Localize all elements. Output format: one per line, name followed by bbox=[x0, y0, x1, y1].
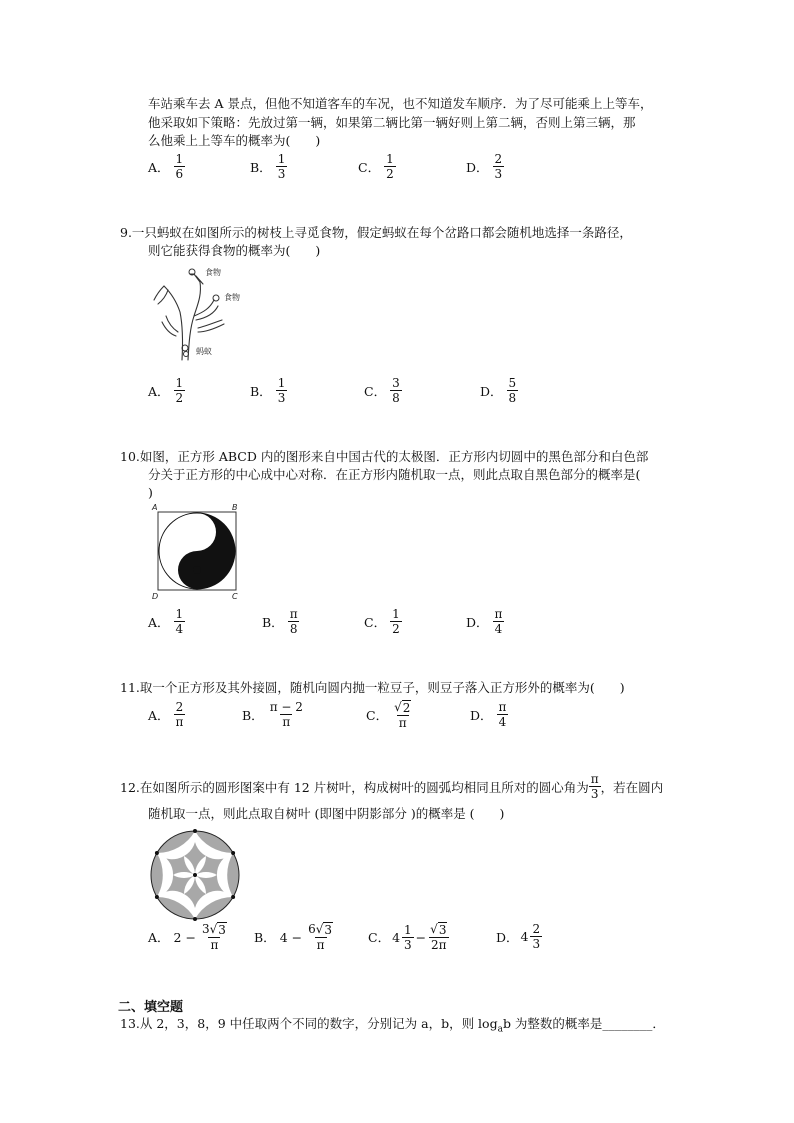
numerator: 2 bbox=[175, 700, 184, 714]
option-label: D． bbox=[496, 929, 519, 945]
fraction bbox=[402, 923, 414, 952]
fraction bbox=[384, 152, 396, 181]
fraction bbox=[200, 922, 229, 952]
taiji-figure bbox=[150, 502, 244, 600]
q11-option-d bbox=[470, 700, 508, 729]
denominator: π bbox=[210, 938, 219, 952]
q9-option-b bbox=[250, 376, 287, 405]
numerator: 1 bbox=[392, 607, 400, 621]
q12-text-b: ，若在圆内 bbox=[600, 779, 664, 795]
numerator: 2 bbox=[494, 152, 503, 166]
denominator: 8 bbox=[508, 391, 517, 405]
boundary-dot bbox=[155, 895, 159, 899]
denominator: 4 bbox=[175, 622, 184, 636]
q12-option-c bbox=[368, 922, 449, 952]
q10-option-b bbox=[262, 607, 300, 636]
q12-option-a bbox=[148, 922, 229, 952]
option-label: C． bbox=[364, 614, 387, 630]
numerator: π bbox=[289, 607, 298, 621]
q13-text-a: 13.从 2，3，8，9 中任取两个不同的数字，分别记为 a，b，则 log bbox=[120, 1016, 498, 1031]
fraction bbox=[530, 922, 542, 951]
denominator: 4 bbox=[498, 715, 507, 729]
fraction bbox=[276, 376, 288, 405]
option-label: D． bbox=[470, 707, 493, 723]
denominator: 3 bbox=[277, 167, 286, 181]
fraction bbox=[174, 152, 186, 181]
q8-option-c bbox=[358, 152, 396, 181]
q9-option-d bbox=[480, 376, 518, 405]
q8-line-2: 他采取如下策略：先放过第一辆，如果第二辆比第一辆好则上第二辆，否则上第三辆，那 bbox=[148, 115, 636, 130]
denominator: 6 bbox=[175, 167, 184, 181]
food-icon bbox=[213, 295, 219, 301]
vertex-a: A bbox=[152, 503, 158, 512]
boundary-dot bbox=[231, 851, 235, 855]
q11-line-1: 11.取一个正方形及其外接圆，随机向圆内抛一粒豆子，则豆子落入正方形外的概率为( ) bbox=[120, 680, 625, 695]
denominator: 8 bbox=[392, 391, 400, 405]
radicand: 2 bbox=[402, 701, 411, 715]
vertex-c: C bbox=[232, 592, 238, 600]
radicand: 3 bbox=[438, 923, 447, 937]
coefficient: 3 bbox=[201, 922, 210, 936]
q12-line-2: 随机取一点，则此点取自树叶 (即图中阴影部分 )的概率是 ( ) bbox=[148, 806, 505, 821]
option-label: A． bbox=[148, 930, 170, 945]
numerator: π − 2 bbox=[269, 700, 303, 714]
fraction bbox=[174, 607, 186, 636]
option-label: D． bbox=[480, 383, 503, 399]
fraction bbox=[390, 376, 402, 405]
numerator: 1 bbox=[175, 152, 184, 166]
option-label: D． bbox=[466, 159, 489, 175]
option-label: A． bbox=[148, 383, 170, 399]
boundary-dot bbox=[193, 829, 197, 833]
q10-option-d bbox=[466, 607, 504, 636]
radicand: 3 bbox=[218, 923, 226, 937]
ant-tree-figure bbox=[150, 262, 260, 366]
denominator: π bbox=[282, 715, 291, 729]
numerator: π bbox=[498, 700, 507, 714]
q9-option-c bbox=[364, 376, 402, 405]
option-label: A． bbox=[148, 707, 170, 723]
option-prefix: 4 − bbox=[279, 929, 303, 945]
food-label-2: 食物 bbox=[224, 293, 240, 302]
q11-option-c bbox=[366, 700, 413, 730]
fraction bbox=[390, 607, 402, 636]
denominator: π bbox=[398, 716, 407, 730]
option-label: C． bbox=[366, 708, 389, 723]
fraction bbox=[507, 376, 519, 405]
option-label: C． bbox=[368, 930, 391, 945]
fraction bbox=[268, 700, 305, 729]
q12-line-1 bbox=[120, 772, 663, 801]
ant-label: 蚂蚁 bbox=[196, 347, 212, 356]
q10-line-3: ) bbox=[148, 485, 153, 500]
fraction bbox=[276, 152, 288, 181]
fraction bbox=[174, 376, 186, 405]
q12-option-d bbox=[496, 922, 542, 951]
fraction bbox=[174, 700, 186, 729]
numerator bbox=[392, 700, 413, 715]
boundary-dot bbox=[231, 895, 235, 899]
fraction bbox=[306, 922, 335, 952]
section-title: 二、填空题 bbox=[118, 1000, 184, 1015]
taiji-white-dot bbox=[193, 528, 201, 536]
fraction bbox=[493, 152, 505, 181]
minus-sign: − bbox=[415, 929, 427, 945]
q8-option-b bbox=[250, 152, 287, 181]
denominator: 2 bbox=[386, 167, 394, 181]
branch-main-left bbox=[164, 286, 183, 360]
numerator: 2 bbox=[532, 922, 541, 936]
numerator: 1 bbox=[404, 922, 412, 937]
numerator: 1 bbox=[277, 152, 286, 166]
q10-option-c bbox=[364, 607, 402, 636]
fraction bbox=[497, 700, 509, 729]
angle-fraction bbox=[589, 772, 601, 801]
q10-line-2: 分关于正方形的中心成中心对称．在正方形内随机取一点，则此点取自黑色部分的概率是( bbox=[148, 467, 641, 482]
denominator: 2 bbox=[392, 622, 400, 636]
numerator: 3 bbox=[392, 376, 400, 390]
sqrt: √ 3 bbox=[430, 922, 447, 937]
numerator bbox=[200, 922, 229, 937]
denominator: 8 bbox=[289, 622, 298, 636]
numerator: 1 bbox=[277, 376, 286, 390]
q11-option-b bbox=[242, 700, 305, 729]
food-label-1: 食物 bbox=[205, 268, 221, 277]
sqrt: √ 3 bbox=[209, 922, 226, 937]
option-label: B． bbox=[242, 707, 264, 723]
option-label: C． bbox=[358, 159, 381, 175]
q8-option-a bbox=[148, 152, 185, 181]
q9-option-a bbox=[148, 376, 185, 405]
fraction bbox=[493, 607, 505, 636]
boundary-dot bbox=[193, 917, 197, 921]
taiji-black-dot bbox=[193, 566, 201, 574]
sqrt: √ 3 bbox=[315, 922, 333, 937]
q8-line-3: 么他乘上上等车的概率为( ) bbox=[148, 133, 321, 148]
option-label: B． bbox=[250, 383, 272, 399]
numerator bbox=[428, 922, 449, 937]
q12-option-b bbox=[254, 922, 335, 952]
q8-option-d bbox=[466, 152, 504, 181]
numerator bbox=[306, 922, 335, 937]
boundary-dot bbox=[155, 851, 159, 855]
log-base: a bbox=[497, 1024, 503, 1035]
branch-left-stub bbox=[154, 286, 164, 300]
denominator: 3 bbox=[532, 937, 541, 951]
denominator: 3 bbox=[494, 167, 503, 181]
option-label: C． bbox=[364, 383, 387, 399]
numerator: π bbox=[494, 607, 503, 621]
numerator: 1 bbox=[386, 152, 394, 166]
fraction bbox=[288, 607, 300, 636]
leaf-circle-figure bbox=[148, 828, 242, 922]
q11-option-a bbox=[148, 700, 185, 729]
fraction bbox=[392, 700, 413, 730]
option-label: D． bbox=[466, 614, 489, 630]
numerator: 1 bbox=[175, 376, 184, 390]
vertex-d: D bbox=[152, 592, 159, 600]
numerator: 5 bbox=[508, 376, 517, 390]
vertex-b: B bbox=[232, 503, 238, 512]
numerator: 1 bbox=[175, 607, 184, 621]
q12-text-a: 12.在如图所示的圆形图案中有 12 片树叶，构成树叶的圆弧均相同且所对的圆心角为 bbox=[120, 779, 589, 795]
option-label: A． bbox=[148, 614, 170, 630]
option-prefix: 4 bbox=[392, 929, 401, 945]
q10-line-1: 10.如图，正方形 ABCD 内的图形来自中国古代的太极图．正方形内切圆中的黑色部分和白色部 bbox=[120, 449, 649, 464]
option-prefix: 2 − bbox=[173, 929, 196, 945]
option-label: A． bbox=[148, 159, 170, 175]
numerator: π bbox=[590, 772, 599, 786]
q9-line-1: 9.一只蚂蚁在如图所示的树枝上寻觅食物，假定蚂蚁在每个岔路口都会随机地选择一条路径， bbox=[120, 225, 632, 240]
denominator: 4 bbox=[494, 622, 503, 636]
center-dot bbox=[193, 873, 197, 877]
option-label: B． bbox=[254, 930, 276, 945]
denominator: 2π bbox=[431, 938, 447, 952]
q13-line bbox=[120, 1015, 665, 1039]
fraction bbox=[428, 922, 449, 952]
denominator: π bbox=[316, 938, 325, 952]
denominator: 3 bbox=[277, 391, 286, 405]
denominator: 2 bbox=[175, 391, 184, 405]
radicand: 3 bbox=[324, 923, 333, 937]
option-label: B． bbox=[262, 614, 284, 630]
denominator: 3 bbox=[404, 937, 412, 952]
option-prefix: 4 bbox=[520, 929, 529, 944]
coefficient: 6 bbox=[308, 922, 316, 936]
q8-line-1: 车站乘车去 A 景点，但他不知道客车的车况，也不知道发车顺序．为了尽可能乘上上等车， bbox=[148, 96, 653, 111]
denominator: 3 bbox=[590, 787, 599, 801]
denominator: π bbox=[175, 715, 184, 729]
sqrt: √ 2 bbox=[394, 700, 411, 715]
q9-line-2: 则它能获得食物的概率为( ) bbox=[148, 243, 321, 258]
option-label: B． bbox=[250, 159, 272, 175]
q13-text-b: b 为整数的概率是________． bbox=[502, 1016, 665, 1031]
q10-option-a bbox=[148, 607, 185, 636]
